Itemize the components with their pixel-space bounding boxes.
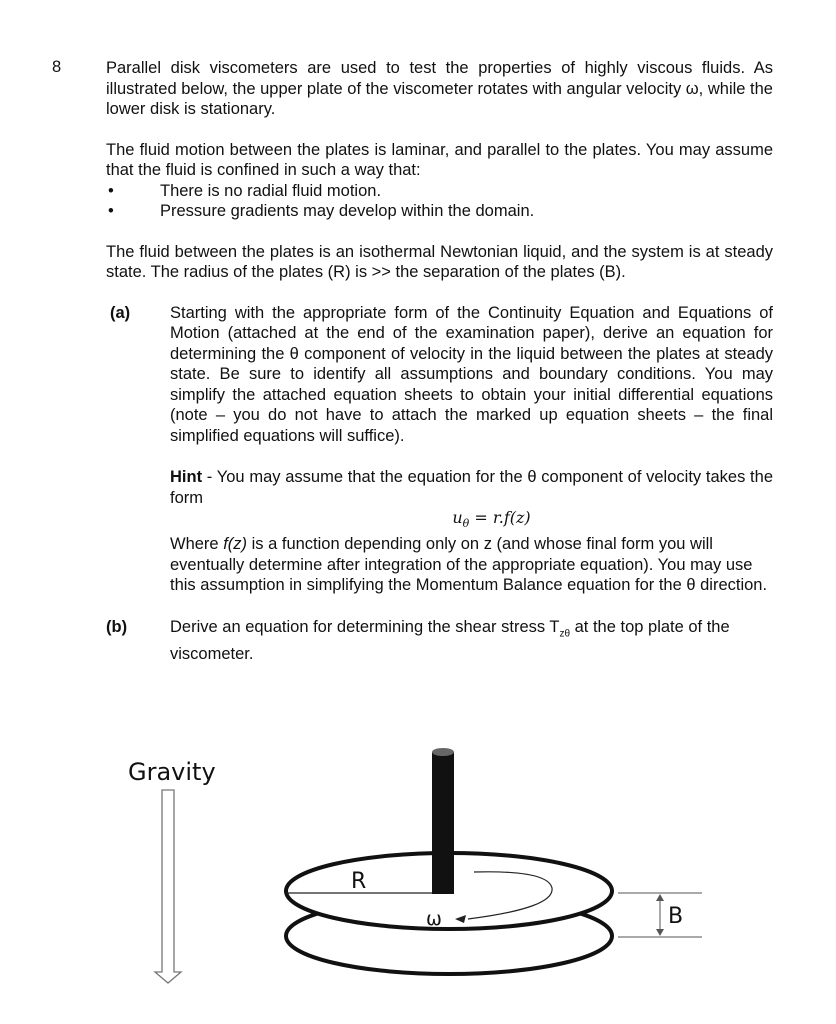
hint-paragraph [170,467,773,508]
viscometer-diagram [0,740,836,1024]
question-number: 8 [52,58,62,76]
equation-rhs: = r.f(z) [469,508,531,527]
function-explanation [170,534,773,596]
list-item [106,181,773,202]
bullet-icon: • [108,181,114,200]
list-item [106,201,773,222]
part-b-text [170,617,773,665]
velocity-equation [170,508,773,534]
hint-text: - You may assume that the equation for the θ component of velocity takes the form [170,468,773,507]
radius-label: R [351,869,367,894]
part-b [106,617,773,665]
dimension-arrow-up-icon [656,894,664,901]
explanation-post: is a function depending only on z (and whose final form you will eventually determine after integration of the appropriate equation). You may use this assumption in simplifying the Momentum Balance equation for the θ direction. [170,535,768,595]
explanation-function: f(z) [223,535,248,554]
dimension-arrow-down-icon [656,929,664,936]
part-a-label: (a) [110,303,131,322]
fluid-paragraph: The fluid between the plates is an isothermal Newtonian liquid, and the system is at steady state. The radius of the plates (R) is >> the separation of the plates (B). [106,242,773,281]
equation-subscript: θ [462,517,470,531]
part-b-text-pre: Derive an equation for determining the shear stress T [170,617,560,636]
part-a-text: Starting with the appropriate form of the Continuity Equation and Equations of Motion (attached at the end of the examination paper), derive an equation for determining the θ component of velocity in the liquid between the plates at steady state. Be sure to identify all assumptions and boundary conditions. You may simplify the attached equation sheets to obtain your initial differential equations (note – you do not have to attach the marked up equation sheets – the final simplified equations will suffice). [170,303,773,445]
gravity-arrow-icon [155,790,181,983]
assumption-list [106,181,773,222]
part-b-label: (b) [106,617,128,636]
question-body [106,58,773,665]
separation-label: B [668,904,684,929]
hint-label: Hint [170,468,203,486]
list-item-text: There is no radial fluid motion. [160,181,382,200]
gravity-label: Gravity [128,758,216,786]
omega-label: ω [426,908,442,930]
intro-paragraph: Parallel disk viscometers are used to test the properties of highly viscous fluids. As illustrated below, the upper plate of the viscometer rotates with angular velocity ω, while the lower disk is stationary. [106,59,773,118]
explanation-pre: Where [170,535,224,554]
part-a [106,303,773,596]
shear-subscript: zθ [559,627,571,639]
bullet-icon: • [108,202,114,220]
list-item-text: Pressure gradients may develop within the domain. [160,202,535,220]
part-b-text-post: at the top plate of the viscometer. [170,617,730,664]
shaft-top [432,748,454,756]
motion-paragraph: The fluid motion between the plates is laminar, and parallel to the plates. You may assume that the fluid is confined in such a way that: [106,140,773,179]
equation-lhs: u [452,508,463,527]
rotating-shaft [432,752,454,894]
